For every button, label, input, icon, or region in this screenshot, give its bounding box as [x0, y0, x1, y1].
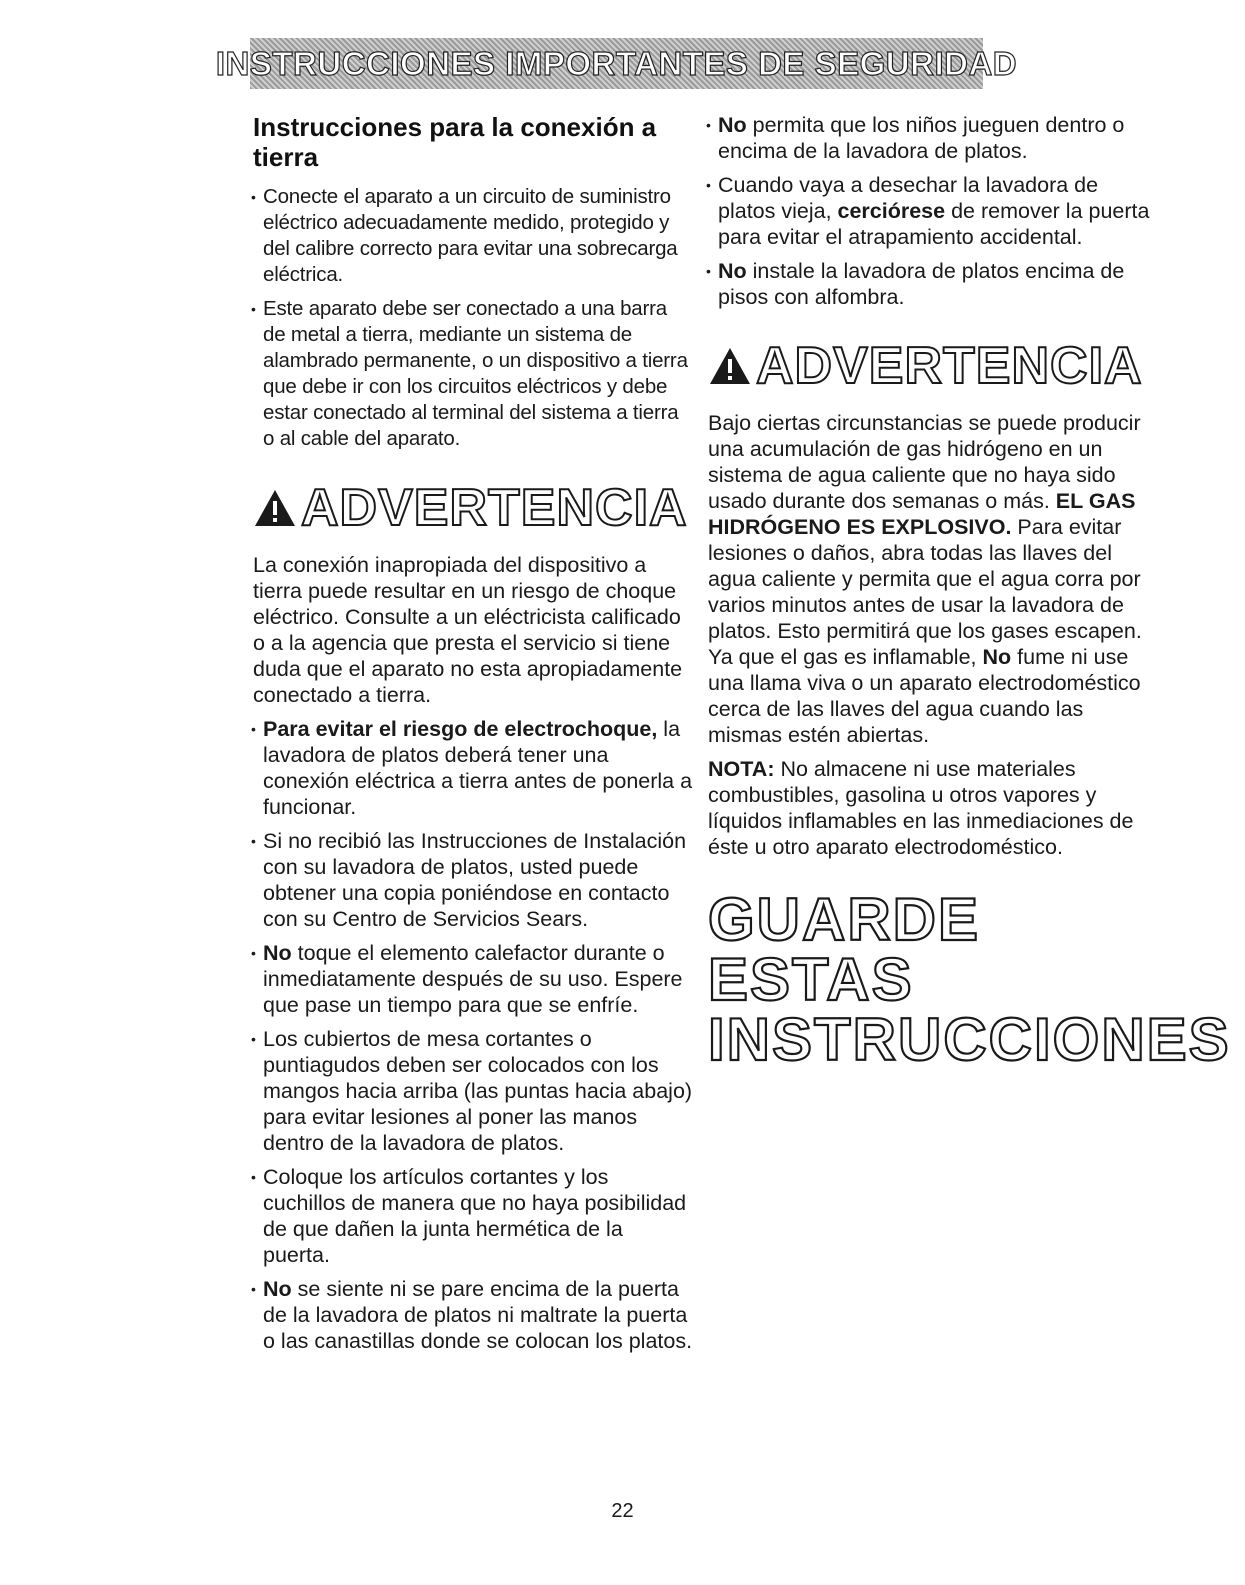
list-item [253, 184, 693, 288]
bullet-bold: No [263, 941, 292, 965]
save-instructions-heading [708, 886, 1231, 1073]
warning-title: ADVERTENCIA [301, 479, 688, 537]
bullet-dot: • [706, 177, 711, 193]
bullet-dot: • [251, 301, 256, 317]
warning-text-part: fume ni use una llama viva o un aparato electrodoméstico cerca de las llaves del agua cuando las mismas estén abiertas. [708, 645, 1141, 747]
bullet-dot: • [251, 1031, 256, 1047]
bullet-dot: • [706, 117, 711, 133]
nota-text: No almacene ni use materiales combustibles, gasolina u otros vapores y líquidos inflamables en las inmediaciones de éste u otro aparato electrodoméstico. [708, 757, 1134, 859]
list-item [253, 1164, 693, 1268]
hydrogen-warning-text [708, 410, 1158, 748]
bullet-bold: Para evitar el riesgo de electrochoque, [263, 717, 658, 741]
list-item [253, 296, 693, 452]
bullet-bold: No [263, 1277, 292, 1301]
bullet-dot: • [251, 833, 256, 849]
warning-triangle-icon [708, 346, 752, 386]
warning-title: ADVERTENCIA [756, 337, 1143, 395]
warning-text-part: Para evitar lesiones o daños, abra todas las llaves del agua caliente y permita que el agua corra por varios minutos antes de usar la lavadora de platos. Esto permitirá que los gases escapen. Ya que el gas es inflamable, [708, 515, 1142, 669]
nota-label: NOTA: [708, 757, 775, 781]
list-item [253, 828, 693, 932]
warning-heading-left [253, 478, 693, 538]
bullet-dot: • [251, 1169, 256, 1185]
warning-text: La conexión inapropiada del dispositivo a tierra puede resultar en un riesgo de choque eléctrico. Consulte a un eléctricista calificado o a la agencia que presta el servicio si tiene duda que el aparato no esta apropiadamente conectado a tierra. [253, 553, 683, 707]
bullet-text: Este aparato debe ser conectado a una barra de metal a tierra, mediante un sistema de alambrado permanente, o un dispositivo a tierra que debe ir con los circuitos eléctricos y debe estar conectado al terminal del sistema a tierra o al cable del aparato. [263, 297, 688, 450]
warning-triangle-icon [253, 488, 297, 528]
warning-text-part: Bajo ciertas circunstancias se puede producir una acumulación de gas hidrógeno en un sistema de agua caliente que no haya sido usado durante dos semanas o más. [708, 411, 1141, 513]
warning-bold-part: No [982, 645, 1012, 669]
list-item [708, 172, 1158, 250]
list-item [253, 716, 693, 820]
page-number: 22 [611, 1500, 634, 1522]
bullet-text: de remover la puerta para evitar el atrapamiento accidental. [718, 199, 1150, 249]
banner-title: INSTRUCCIONES IMPORTANTES DE SEGURIDAD [215, 44, 1018, 82]
bullet-bold: No [718, 113, 747, 137]
bullet-dot: • [251, 945, 256, 961]
section-banner [215, 38, 1018, 89]
bullet-text: se siente ni se pare encima de la puerta de la lavadora de platos ni maltrate la puerta o las canastillas donde se colocan los platos. [263, 1277, 693, 1353]
list-item [708, 112, 1158, 164]
bullet-text: Conecte el aparato a un circuito de suministro eléctrico adecuadamente medido, protegido y del calibre correcto para evitar una sobrecarga eléctrica. [263, 185, 678, 286]
bullet-text: toque el elemento calefactor durante o inmediatamente después de su uso. Espere que pase un tiempo para que se enfríe. [263, 941, 683, 1017]
list-item [253, 1026, 693, 1156]
bullet-text: instale la lavadora de platos encima de pisos con alfombra. [718, 259, 1125, 309]
nota-paragraph [708, 756, 1158, 860]
bullet-dot: • [251, 721, 256, 737]
save-instructions-line2: INSTRUCCIONES [708, 1006, 1231, 1073]
bullet-bold: cerciórese [837, 199, 946, 223]
list-item [253, 940, 693, 1018]
bullet-text: Si no recibió las Instrucciones de Instalación con su lavadora de platos, usted puede obtener una copia poniéndose en contacto con su Centro de Servicios Sears. [263, 829, 687, 931]
list-item [253, 1276, 693, 1354]
save-instructions-line1: GUARDE ESTAS [708, 886, 981, 1013]
bullet-bold: No [718, 259, 747, 283]
left-column [253, 112, 693, 1362]
bullet-dot: • [251, 189, 256, 205]
bullet-text: Coloque los artículos cortantes y los cuchillos de manera que no haya posibilidad de que dañen la junta hermética de la puerta. [263, 1165, 687, 1267]
grounding-heading: Instrucciones para la conexión a tierra [253, 112, 657, 172]
bullet-dot: • [706, 263, 711, 279]
right-column [706, 112, 1231, 1073]
list-item [708, 258, 1158, 310]
warning-bold-part: EL GAS HIDRÓGENO ES EXPLOSIVO. [708, 489, 1136, 539]
bullet-dot: • [251, 1281, 256, 1297]
bullet-text: la lavadora de platos deberá tener una conexión eléctrica a tierra antes de ponerla a funcionar. [263, 717, 693, 819]
bullet-text: Los cubiertos de mesa cortantes o puntiagudos deben ser colocados con los mangos hacia arriba (las puntas hacia abajo) para evitar lesiones al poner las manos dentro de la lavadora de platos. [263, 1027, 693, 1155]
warning-heading-right [708, 336, 1158, 396]
bullet-text: permita que los niños jueguen dentro o encima de la lavadora de platos. [718, 113, 1125, 163]
bullet-text: Cuando vaya a desechar la lavadora de platos vieja, [718, 173, 1099, 223]
